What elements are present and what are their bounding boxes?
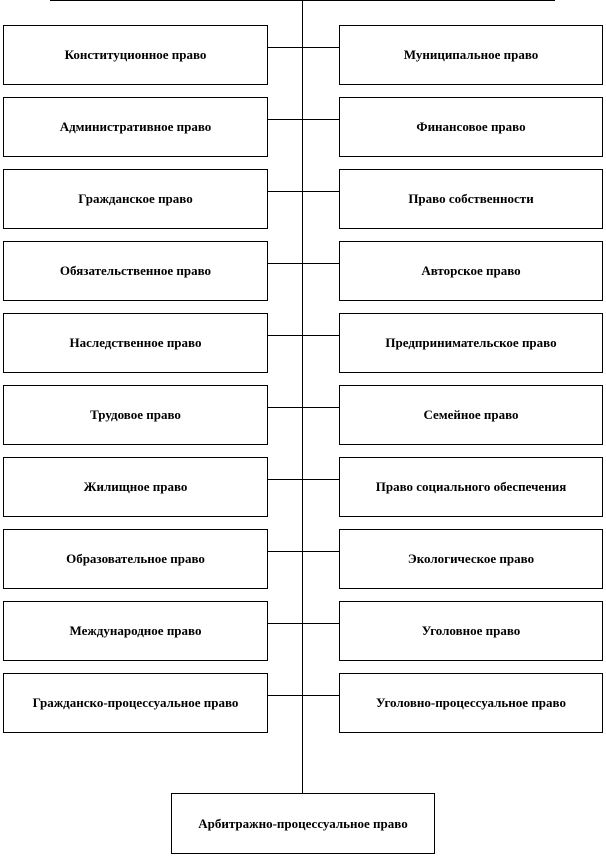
right-branch-box: Семейное право (339, 385, 603, 445)
left-branch-box: Трудовое право (3, 385, 268, 445)
left-branch-box: Административное право (3, 97, 268, 157)
left-branch-box: Жилищное право (3, 457, 268, 517)
left-branch-box: Гражданско-процессуальное право (3, 673, 268, 733)
row-connector (268, 191, 339, 192)
right-branch-box: Финансовое право (339, 97, 603, 157)
right-branch-box: Экологическое право (339, 529, 603, 589)
left-branch-box: Гражданское право (3, 169, 268, 229)
row-connector (268, 479, 339, 480)
left-branch-box: Международное право (3, 601, 268, 661)
row-connector (268, 623, 339, 624)
right-branch-box: Уголовное право (339, 601, 603, 661)
row-connector (268, 119, 339, 120)
left-branch-box: Образовательное право (3, 529, 268, 589)
right-branch-box: Предпринимательское право (339, 313, 603, 373)
left-branch-box: Наследственное право (3, 313, 268, 373)
row-connector (268, 407, 339, 408)
right-branch-box: Право собственности (339, 169, 603, 229)
right-branch-box: Муниципальное право (339, 25, 603, 85)
row-connector (268, 551, 339, 552)
row-connector (268, 47, 339, 48)
bottom-branch-box: Арбитражно-процессуальное право (171, 793, 435, 854)
row-connector (268, 335, 339, 336)
right-branch-box: Уголовно-процессуальное право (339, 673, 603, 733)
left-branch-box: Конституционное право (3, 25, 268, 85)
right-branch-box: Авторское право (339, 241, 603, 301)
row-connector (268, 263, 339, 264)
right-branch-box: Право социального обеспечения (339, 457, 603, 517)
left-branch-box: Обязательственное право (3, 241, 268, 301)
row-connector (268, 695, 339, 696)
